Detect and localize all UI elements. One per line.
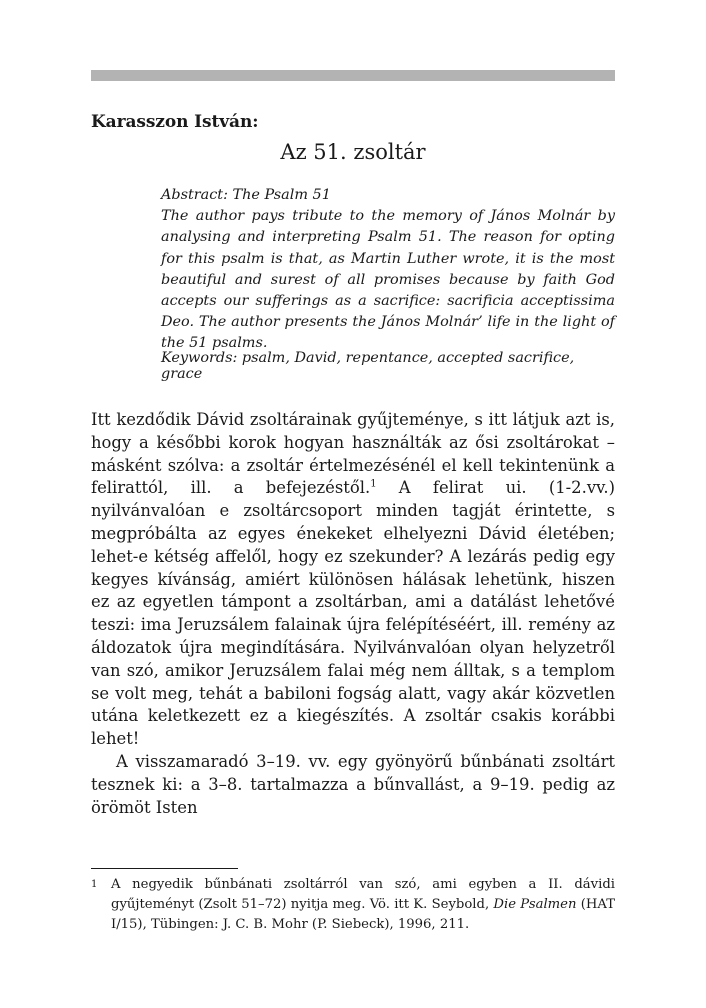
article-title: Az 51. zsoltár (280, 140, 426, 164)
footnote-number: 1 (91, 879, 98, 890)
footnote-book-title: Die Psalmen (493, 897, 577, 912)
footnote (91, 875, 615, 935)
abstract-text: The author pays tribute to the memory of János Molnár by analysing and interpreting Psalm 51. The reason for opting for this psalm is that, as Martin Luther wrote, it is the most beautiful and surest of all promises because by faith God accepts our sufferings as a sacrifice: sacrificia acceptissima Deo. The author presents the János Molnár’ life in the light of the 51 psalms. (161, 208, 615, 352)
paragraph-1-rest: A felirat ui. (1-2.vv.) nyilvánvalóan e zsoltárcsoport minden tagját érintette, s megpróbálta az egyes énekeket elhelyezni Dávid életében; lehet-e kétség affelől, hogy ez szekunder? A lezárás pedig egy kegyes kívánság, amiért különösen hálásak lehetünk, hiszen ez az egyetlen támpont a zsoltárban, ami a datálást lehetővé teszi: ima Jeruzsálem falainak újra felépítéséért, ill. remény az áldozatok újra megindítására. Nyilvánvalóan olyan helyzetről van szó, amikor Jeruzsálem falai még nem álltak, s a templom se volt meg, tehát a babiloni fogság alatt, vagy akár közvetlen utána keletkezett ez a kiegészítés. A zsoltár csakis korábbi lehet! (91, 478, 615, 749)
top-rule (91, 70, 615, 81)
footnote-marker[interactable]: 1 (370, 478, 377, 490)
author-name: Karasszon István: (91, 112, 259, 132)
keywords: Keywords: psalm, David, repentance, accepted sacrifice, grace (161, 350, 575, 382)
footnote-text-end: (HAT I/15), Tübingen: J. C. B. Mohr (P. Siebeck), 1996, 211. (111, 897, 615, 932)
body-text (91, 409, 615, 819)
footnote-divider (91, 868, 238, 869)
paragraph-2: A visszamaradó 3–19. vv. egy gyönyörű bűnbánati zsoltárt tesznek ki: a 3–8. tartalmazza a bűnvallást, a 9–19. pedig az örömöt Isten (91, 751, 615, 817)
abstract-heading: Abstract: The Psalm 51 (161, 187, 331, 203)
paragraph-1-start: Itt kezdődik Dávid zsoltárainak gyűjteménye, s itt látjuk azt is, hogy a későbbi korok hogyan használták az ősi zsoltárokat – másként szólva: a zsoltár értelmezésénél el kell tekintenünk a felirattól, ill. a befejezéstől. (91, 410, 615, 498)
paragraph-1 (91, 409, 615, 751)
abstract (161, 185, 615, 355)
footnote-text (111, 875, 615, 935)
footnote-text-start: A negyedik bűnbánati zsoltárról van szó, ami egyben a II. dávidi gyűjteményt (Zsolt 51–72) nyitja meg. Vö. itt K. Seybold, (111, 877, 615, 912)
